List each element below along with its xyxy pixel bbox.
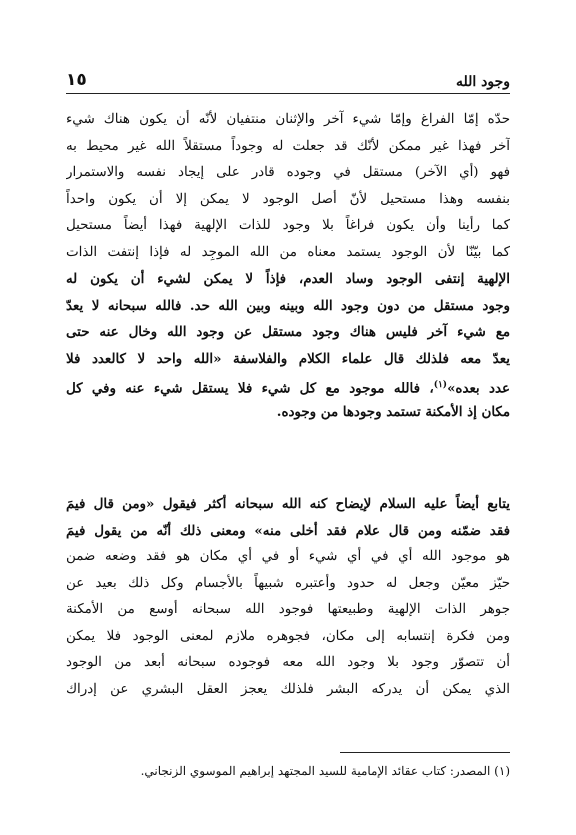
text-line: يتابع أيضاً عليه السلام لإيضاح كنه الله سبحانه أكثر فيقول «ومن قال فيمَ (66, 496, 510, 512)
text-line: فهو (أي الآخر) مستقل في وجوده قادر على إيجاد نفسه والاستمرار (66, 165, 510, 180)
text-line: آخر فهذا غير ممكن لأنّك قد جعلت له وجوداً مستقلاً الله غير محيط به (66, 138, 510, 154)
running-head (66, 66, 510, 90)
text-line: فقد ضمّنه ومن قال علام فقد أخلى منه» ومعنى ذلك أنّه من يقول فيمَ (66, 522, 510, 539)
paragraph-2 (66, 491, 510, 703)
text-line: الإلهية إنتفى الوجود وساد العدم، فإذاً لا يمكن لشيء أن يكون له (66, 271, 510, 287)
text-line: ومن فكرة إنتسابه إلى مكان، فجوهره ملازم لمعنى الوجود فلا يمكن (66, 628, 510, 644)
text-line-with-footnote (66, 372, 510, 399)
text-fragment: ، فالله موجود مع كل شيء فلا يستقل شيء عنه وفي كل (66, 380, 434, 397)
paragraph-1 (66, 107, 510, 425)
footnote-rule (340, 752, 510, 753)
text-line: أن تتصوّر وجود بلا وجود الله معه فوجوده سبحانه أبعد من الوجود (66, 655, 510, 670)
text-line: يعدّ معه فلذلك قال علماء الكلام والفلاسفة «الله واحد لا كالعدد فلا (66, 350, 510, 367)
text-line: مكان إذ الأمكنة تستمد وجودها من وجوده. (276, 403, 510, 420)
text-line: الذي يمكن أن يدركه البشر فلذلك يعجز العقل البشري عن إدراك (66, 681, 510, 697)
text-line: هو موجود الله أي في أي شيء أو في أي مكان هو فقد وضعه ضمن (66, 549, 510, 564)
text-line: حدّه إمّا الفراغ وإمّا شيء آخر والإثنان منتفيان لأنّه أن يكون هناك شيء (66, 112, 510, 127)
text-line: كما رأينا وأن يكون فراغاً بلا وجود للذات الإلهية فهذا أيضاً مستحيل (66, 218, 510, 233)
text-line: وجود مستقل من دون وجود الله وبينه وبين الله حد. فالله سبحانه لا يعدّ (66, 297, 510, 314)
text-line: جوهر الذات الإلهية وطبيعتها فوجود الله سبحانه أوسع من الأمكنة (66, 602, 510, 617)
text-fragment: عدد بعده» (447, 380, 510, 397)
header-rule (66, 93, 510, 94)
text-line: كما بيّنّا لأن الوجود يستمد معناه من الله الموجِد له فإذا إنتفت الذات (66, 244, 510, 260)
footnote-marker: (١) (433, 380, 448, 390)
text-line: بنفسه وهذا مستحيل لأنّ أصل الوجود لا يمكن إلا أن يكون واحداً (66, 191, 510, 207)
text-line: مع شيء آخر فليس هناك وجود مستقل عن وجود الله وخال عنه حتى (66, 324, 510, 340)
page-number: ١٥ (66, 70, 87, 90)
running-head-title: وجود الله (455, 74, 510, 90)
text-line: حيّز معيّن وجعل له حدود وأعتبره شبيهاً بالأجسام وكل ذلك بعيد عن (66, 575, 510, 591)
footnote: (١) المصدر: كتاب عقائد الإمامية للسيد المجتهد إبراهيم الموسوي الزنجاني. (140, 764, 510, 778)
